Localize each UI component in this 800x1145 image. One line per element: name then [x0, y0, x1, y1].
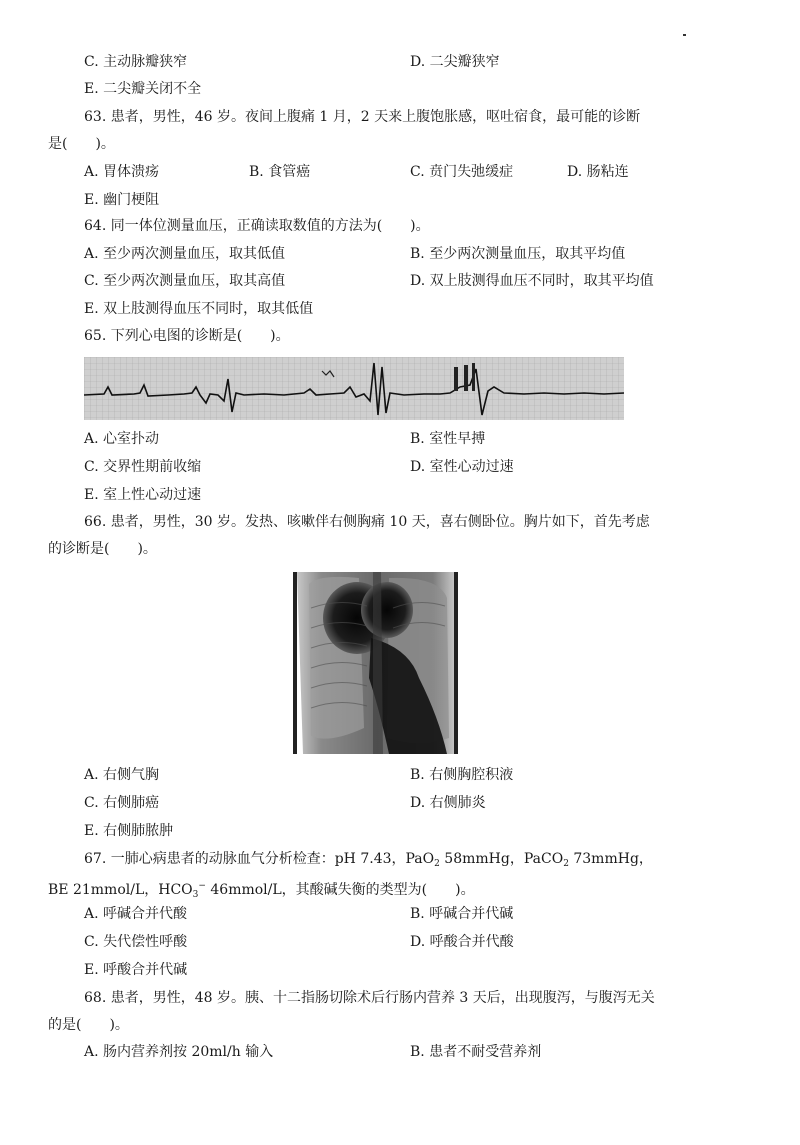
- q65-option-a: A. 心室扑动: [84, 431, 160, 447]
- q63-stem-line2: 是( )。: [48, 136, 115, 152]
- q63-option-c: C. 贲门失弛缓症: [410, 164, 514, 180]
- q65-option-c: C. 交界性期前收缩: [84, 459, 202, 475]
- q63-option-d: D. 肠粘连: [567, 164, 629, 180]
- q64-option-c: C. 至少两次测量血压，取其高值: [84, 273, 286, 289]
- q67-option-e: E. 呼酸合并代碱: [84, 962, 188, 978]
- q64-option-d: D. 双上肢测得血压不同时，取其平均值: [410, 273, 654, 289]
- q67-subscript-hco3: 3: [192, 890, 199, 900]
- q63-option-a: A. 胃体溃疡: [84, 164, 160, 180]
- q68-option-b: B. 患者不耐受营养剂: [410, 1044, 542, 1060]
- q67-option-d: D. 呼酸合并代酸: [410, 934, 514, 950]
- q62-option-e: E. 二尖瓣关闭不全: [84, 81, 202, 97]
- q68-option-a: A. 肠内营养剂按 20ml/h 输入: [84, 1044, 274, 1060]
- scan-speck: [683, 34, 686, 36]
- q66-option-c: C. 右侧肺癌: [84, 795, 160, 811]
- q65-option-e: E. 室上性心动过速: [84, 487, 202, 503]
- q67-stem2-text-a: BE 21mmol/L，HCO: [48, 882, 193, 898]
- q66-option-b: B. 右侧胸腔积液: [410, 767, 514, 783]
- q68-stem-line2: 的是( )。: [48, 1017, 129, 1033]
- q67-option-a: A. 呼碱合并代酸: [84, 906, 188, 922]
- q62-option-d: D. 二尖瓣狭窄: [410, 54, 500, 70]
- q68-stem-line1: 68. 患者，男性，48 岁。胰、十二指肠切除术后行肠内营养 3 天后，出现腹泻，与腹泻无关: [84, 990, 655, 1006]
- q65-option-d: D. 室性心动过速: [410, 459, 514, 475]
- q63-option-b: B. 食管癌: [249, 164, 311, 180]
- q67-subscript-o2: 2: [434, 859, 440, 869]
- q67-stem-line1: [84, 849, 653, 874]
- q66-stem-line1: 66. 患者，男性，30 岁。发热、咳嗽伴右侧胸痛 10 天，喜右侧卧位。胸片如下，首先考虑: [84, 514, 650, 530]
- q67-stem2-text-d: 46mmol/L，其酸碱失衡的类型为( )。: [205, 882, 475, 898]
- chest-xray-image: [289, 568, 462, 756]
- q65-option-b: B. 室性早搏: [410, 431, 486, 447]
- q67-stem-text-e: 73mmHg，: [568, 851, 653, 867]
- q63-stem-line1: 63. 患者，男性，46 岁。夜间上腹痛 1 月，2 天来上腹饱胀感，呕吐宿食，最可能的诊断: [84, 109, 641, 125]
- q67-stem-line2: [48, 876, 475, 905]
- q67-subscript-co2: 2: [563, 859, 569, 869]
- q64-stem: 64. 同一体位测量血压，正确读取数值的方法为( )。: [84, 218, 430, 234]
- q62-option-c: C. 主动脉瓣狭窄: [84, 54, 188, 70]
- ecg-strip-image: [84, 357, 624, 420]
- q66-stem-line2: 的诊断是( )。: [48, 541, 157, 557]
- q67-stem-text-c: 58mmHg，PaCO: [439, 851, 564, 867]
- q65-stem: 65. 下列心电图的诊断是( )。: [84, 328, 290, 344]
- q64-option-a: A. 至少两次测量血压，取其低值: [84, 246, 286, 262]
- q64-option-e: E. 双上肢测得血压不同时，取其低值: [84, 301, 314, 317]
- q67-superscript-minus: −: [198, 881, 206, 891]
- q67-option-c: C. 失代偿性呼酸: [84, 934, 188, 950]
- q67-stem-text-a: 67. 一肺心病患者的动脉血气分析检查：pH 7.43，PaO: [84, 851, 435, 867]
- q67-option-b: B. 呼碱合并代碱: [410, 906, 514, 922]
- q66-option-a: A. 右侧气胸: [84, 767, 160, 783]
- q66-option-d: D. 右侧肺炎: [410, 795, 486, 811]
- q66-option-e: E. 右侧肺脓肿: [84, 823, 174, 839]
- q64-option-b: B. 至少两次测量血压，取其平均值: [410, 246, 626, 262]
- q63-option-e: E. 幽门梗阻: [84, 192, 160, 208]
